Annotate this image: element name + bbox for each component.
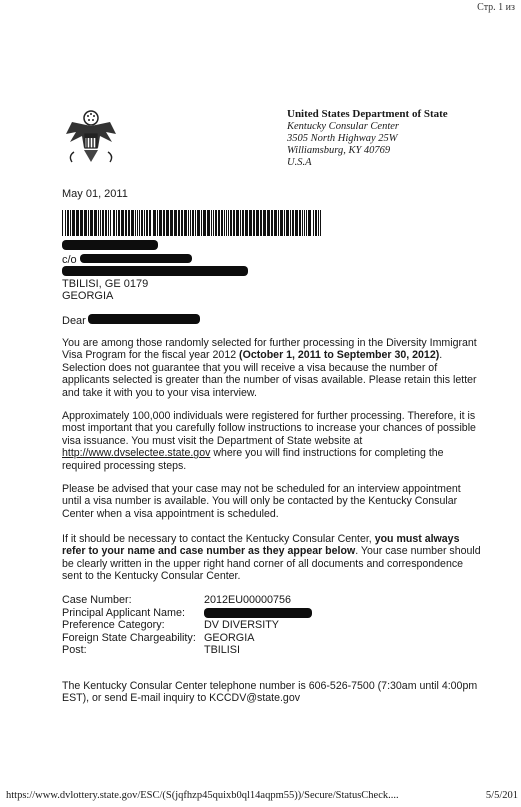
recipient-city: TBILISI, GE 0179	[62, 278, 149, 290]
p2-text-cont: where you will find instructions for completing the required processing steps.	[62, 447, 444, 472]
redacted-salutation-name	[88, 314, 200, 324]
dvselectee-link[interactable]: http://www.dvselectee.state.gov	[62, 447, 211, 460]
letter-date: May 01, 2011	[62, 188, 128, 200]
p1-text-cont: . Selection does not guarantee that you will receive a visa because the number of applicants selected is greater than the number of visas available. Please retain this letter and take it with you to your visa interview.	[62, 349, 477, 399]
redacted-name	[62, 240, 158, 250]
case-info-row	[62, 619, 291, 632]
p4-text: If it should be necessary to contact the Kentucky Consular Center,	[62, 533, 375, 545]
p2-text: Approximately 100,000 individuals were registered for further processing. Therefore, it is most important that you carefully follow instructions to increase your chances of possible visa issuance. You must visit the Department of State website at	[62, 410, 476, 447]
footer-date: 5/5/201	[485, 790, 518, 801]
print-footer	[6, 790, 518, 801]
recipient-country: GEORGIA	[62, 290, 114, 302]
case-label: Principal Applicant Name:	[62, 606, 186, 619]
sender-address-block	[287, 108, 448, 169]
case-label: Preference Category:	[62, 619, 165, 631]
paragraph-contact	[62, 533, 482, 583]
co-line	[62, 254, 77, 266]
footer-url: https://www.dvlottery.state.gov/ESC/(S(jqfhzp45quixb0ql14aqpm55))/Secure/StatusCheck....	[6, 790, 399, 801]
case-info-row	[62, 644, 291, 657]
p4-emphasis: you must always refer to your name and case number as they appear below	[62, 533, 460, 558]
p1-text: You are among those randomly selected for further processing in the Diversity Immigrant Visa Program for the fiscal year 2012	[62, 337, 477, 362]
closing-paragraph: The Kentucky Consular Center telephone number is 606-526-7500 (7:30am until 4:00pm EST), or send E-mail inquiry to KCCDV@state.gov	[62, 680, 478, 705]
case-label: Case Number:	[62, 594, 132, 606]
address-line: Williamsburg, KY 40769	[287, 145, 391, 156]
paragraph-appointment: Please be advised that your case may not be scheduled for an interview appointment until a visa number is available. You will only be contacted by the Kentucky Consular Center when a visa appointment is scheduled.	[62, 483, 461, 520]
paragraph-selection	[62, 337, 482, 399]
redacted-applicant-name	[204, 608, 312, 618]
p1-dates: (October 1, 2011 to September 30, 2012)	[239, 349, 440, 362]
page-number-label: Стр. 1 из	[477, 2, 515, 13]
case-value: DV DIVERSITY	[204, 619, 279, 631]
paragraph-instructions	[62, 410, 482, 472]
redacted-co-name	[80, 254, 192, 263]
address-line: 3505 North Highway 25W	[287, 133, 398, 144]
barcode	[62, 210, 324, 236]
case-label: Foreign State Chargeability:	[62, 631, 196, 644]
case-info-row	[62, 594, 291, 607]
case-info-table	[62, 594, 291, 657]
co-prefix: c/o	[62, 254, 77, 266]
p4-text-cont: . Your case number should be clearly written in the upper right hand corner of all documents and correspondence sent to the Kentucky Consular Center.	[62, 545, 481, 583]
case-value: TBILISI	[204, 644, 241, 656]
address-line: Kentucky Consular Center	[287, 121, 399, 132]
salutation: Dear	[62, 315, 86, 327]
case-value: 2012EU00000756	[204, 594, 292, 606]
redacted-street	[62, 266, 248, 276]
case-label: Post:	[62, 644, 87, 656]
address-line: U.S.A	[287, 157, 312, 168]
department-name: United States Department of State	[287, 108, 448, 120]
case-value: GEORGIA	[204, 631, 255, 644]
case-info-row	[62, 632, 291, 645]
eagle-seal-icon	[62, 108, 120, 166]
